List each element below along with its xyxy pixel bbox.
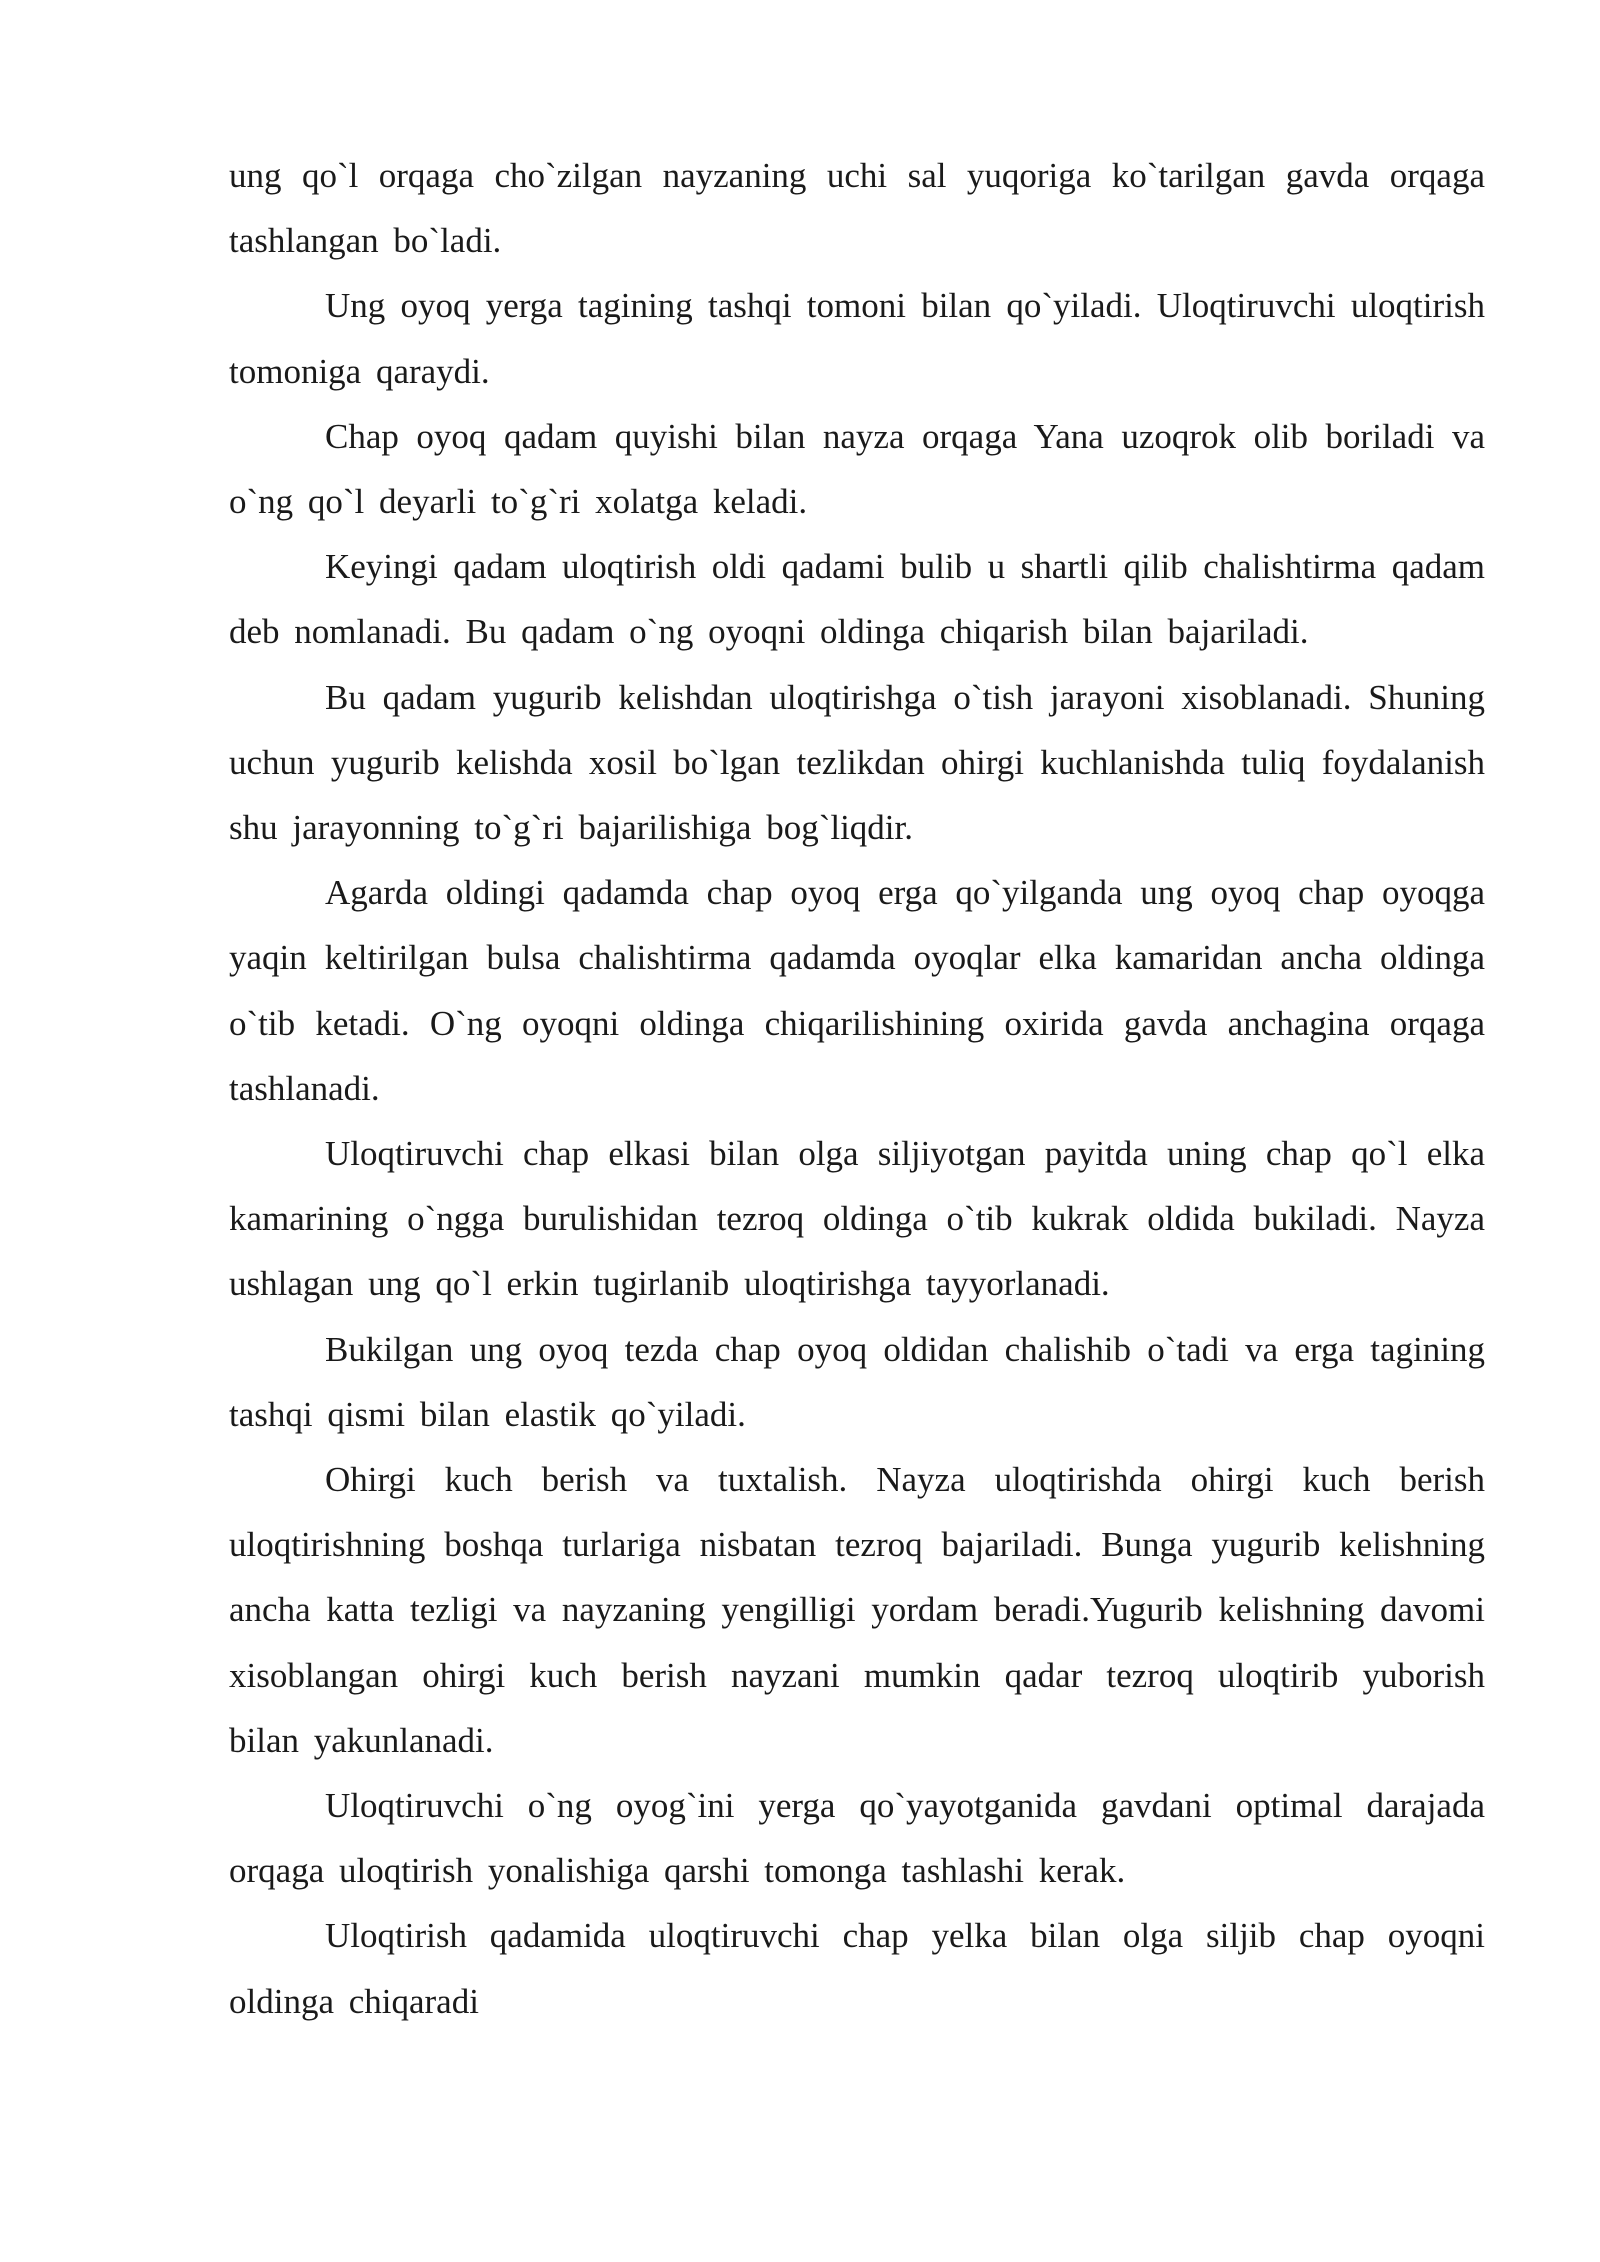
paragraph: Agarda oldingi qadamda chap oyoq erga qo`yilganda ung oyoq chap oyoqga yaqin keltirilgan bulsa chalishtirma qadamda oyoqlar elka kamaridan ancha oldinga o`tib ketadi. O`ng oyoqni oldinga chiqarilishining oxirida gavda anchagina orqaga tashlanadi. xyxy=(229,873,1485,1108)
paragraph: Uloqtirish qadamida uloqtiruvchi chap yelka bilan olga siljib chap oyoqni oldinga chiqaradi xyxy=(229,1916,1485,2021)
paragraph: ung qo`l orqaga cho`zilgan nayzaning uchi sal yuqoriga ko`tarilgan gavda orqaga tashlangan bo`ladi. xyxy=(229,156,1485,261)
paragraph: Keyingi qadam uloqtirish oldi qadami bulib u shartli qilib chalishtirma qadam deb nomlanadi. Bu qadam o`ng oyoqni oldinga chiqarish bilan bajariladi. xyxy=(229,547,1485,652)
paragraph: Chap oyoq qadam quyishi bilan nayza orqaga Yana uzoqrok olib boriladi va o`ng qo`l deyarli to`g`ri xolatga keladi. xyxy=(229,416,1485,522)
paragraph: Bukilgan ung oyoq tezda chap oyoq oldidan chalishib o`tadi va erga tagining tashqi qismi bilan elastik qo`yiladi. xyxy=(229,1329,1485,1434)
body-text xyxy=(229,143,1485,2034)
paragraph: Uloqtiruvchi o`ng oyog`ini yerga qo`yayotganida gavdani optimal darajada orqaga uloqtirish yonalishiga qarshi tomonga tashlashi kerak. xyxy=(229,1786,1485,1891)
paragraph: Ung oyoq yerga tagining tashqi tomoni bilan qo`yiladi. Uloqtiruvchi uloqtirish tomoniga qaraydi. xyxy=(229,286,1485,391)
paragraph: Ohirgi kuch berish va tuxtalish. Nayza uloqtirishda ohirgi kuch berish uloqtirishning boshqa turlariga nisbatan tezroq bajariladi. Bunga yugurib kelishning ancha katta tezligi va nayzaning yengilligi yordam beradi.Yugurib kelishning davomi xisoblangan ohirgi kuch berish nayzani mumkin qadar tezroq uloqtirib yuborish bilan yakunlanadi. xyxy=(229,1460,1485,1760)
paragraph: Bu qadam yugurib kelishdan uloqtirishga o`tish jarayoni xisoblanadi. Shuning uchun yugurib kelishda xosil bo`lgan tezlikdan ohirgi kuchlanishda tuliq foydalanish shu jarayonning to`g`ri bajarilishiga bog`liqdir. xyxy=(229,677,1485,848)
paragraph: Uloqtiruvchi chap elkasi bilan olga siljiyotgan payitda uning chap qo`l elka kamarining o`ngga burulishidan tezroq oldinga o`tib kukrak oldida bukiladi. Nayza ushlagan ung qo`l erkin tugirlanib uloqtirishga tayyorlanadi. xyxy=(229,1134,1485,1304)
